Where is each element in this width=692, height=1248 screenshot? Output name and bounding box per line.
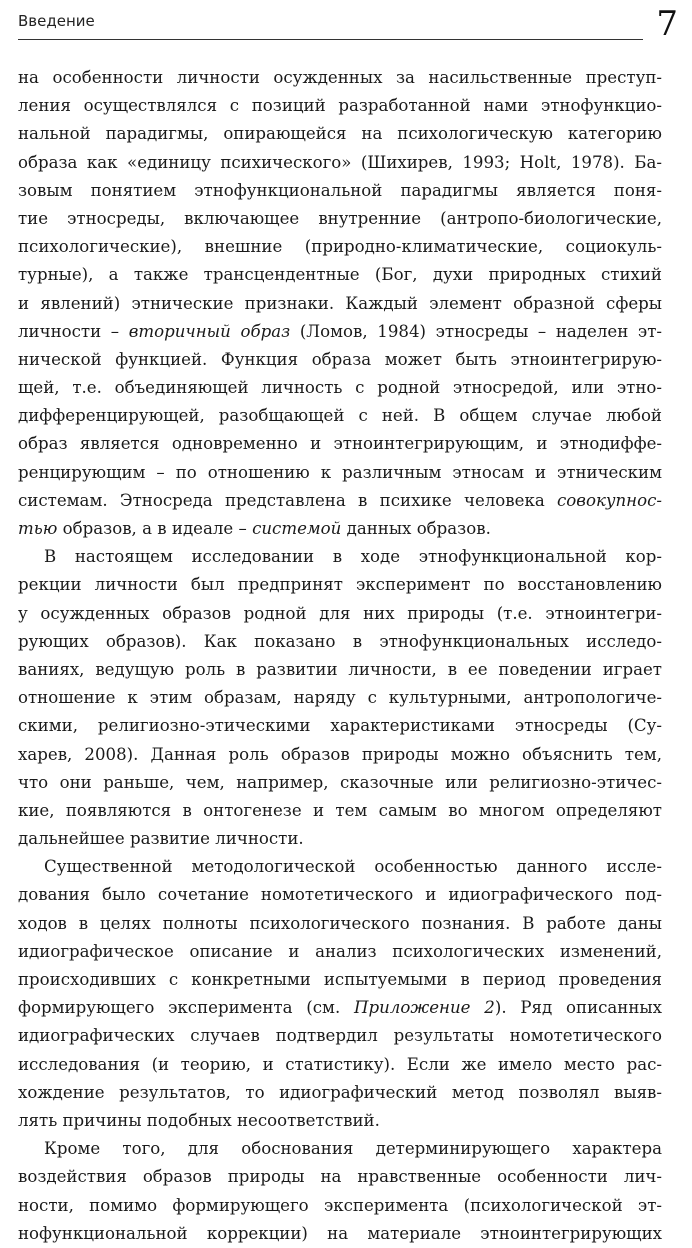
text-line <box>18 374 662 402</box>
text-line <box>18 825 662 853</box>
text-line <box>18 1135 662 1163</box>
text-line <box>18 571 662 599</box>
text-line <box>18 92 662 120</box>
body-text <box>18 64 662 1248</box>
text-line <box>18 966 662 994</box>
text-run: зовым понятием этнофункциональной парадигмы является поня- <box>18 180 662 200</box>
text-run: ). Ряд описанных <box>494 998 662 1018</box>
text-run: у осужденных образов родной для них природы (т.е. этноинтегри- <box>18 603 662 623</box>
text-run: рекции личности был предпринят эксперимент по восстановлению <box>18 575 662 595</box>
text-run: психологические), внешние (природно-климатические, социокуль- <box>18 237 662 257</box>
text-run: личности – <box>18 321 129 341</box>
italic-term: тью <box>18 519 58 538</box>
text-line <box>18 318 662 346</box>
text-line <box>18 1022 662 1050</box>
text-run: лять причины подобных несоответствий. <box>18 1110 380 1130</box>
text-line <box>18 515 662 543</box>
text-line <box>18 628 662 656</box>
text-run: исследования (и теорию, и статистику). Если же имело место рас- <box>18 1054 662 1074</box>
italic-term: совокупнос- <box>557 490 662 510</box>
text-run: нальной парадигмы, опирающейся на психологическую категорию <box>18 124 662 144</box>
text-line <box>18 459 662 487</box>
text-run: рующих образов). Как показано в этнофункциональных исследо- <box>18 631 662 651</box>
text-run: (Ломов, 1984) этносреды – наделен эт- <box>290 321 662 341</box>
text-run: и явлений) этнические признаки. Каждый элемент образной сферы <box>18 293 662 313</box>
text-run: что они раньше, чем, например, сказочные или религиозно-этичес- <box>18 772 662 792</box>
text-line <box>18 487 662 515</box>
text-line <box>18 910 662 938</box>
text-line <box>18 346 662 374</box>
text-line <box>18 1220 662 1248</box>
text-run: нической функцией. Функция образа может быть этноинтегрирую- <box>18 349 662 369</box>
text-run: образ является одновременно и этноинтегрирующим, и этнодиффе- <box>18 434 662 454</box>
text-run: ходов в целях полноты психологического познания. В работе даны <box>18 913 662 933</box>
text-line <box>18 1051 662 1079</box>
text-run: ности, помимо формирующего эксперимента (психологической эт- <box>18 1195 662 1215</box>
text-line <box>18 205 662 233</box>
text-line <box>18 1107 662 1135</box>
text-line <box>18 149 662 177</box>
text-line <box>18 881 662 909</box>
text-run: харев, 2008). Данная роль образов природы можно объяснить тем, <box>18 744 662 764</box>
italic-term: вторичный образ <box>128 321 291 341</box>
text-run: В настоящем исследовании в ходе этнофункциональной кор- <box>44 547 662 567</box>
text-run: образов, а в идеале – <box>57 519 253 538</box>
text-run: системам. Этносреда представлена в психике человека <box>18 490 558 510</box>
text-line <box>18 1192 662 1220</box>
text-run: дования было сочетание номотетического и идиографического под- <box>18 885 662 905</box>
text-run: нофункциональной коррекции) на материале этноинтегрирующих <box>18 1223 662 1243</box>
text-line <box>18 797 662 825</box>
text-run: Кроме того, для обоснования детерминирующего характера <box>44 1139 662 1159</box>
text-run: ваниях, ведущую роль в развитии личности, в ее поведении играет <box>18 659 662 679</box>
text-line <box>18 853 662 881</box>
text-run: тие этносреды, включающее внутренние (антропо-биологические, <box>18 208 662 228</box>
text-line <box>18 1163 662 1191</box>
text-line <box>18 402 662 430</box>
text-line <box>18 994 662 1022</box>
text-line <box>18 64 662 92</box>
text-run: скими, религиозно-этическими характеристиками этносреды (Су- <box>18 716 662 736</box>
text-run: на особенности личности осужденных за насильственные преступ- <box>18 68 662 87</box>
text-line <box>18 1079 662 1107</box>
text-run: дифференцирующей, разобщающей с ней. В общем случае любой <box>18 406 662 426</box>
text-run: дальнейшее развитие личности. <box>18 829 304 849</box>
page-number: 7 <box>656 4 678 44</box>
text-run: ренцирующим – по отношению к различным этносам и этническим <box>18 462 662 482</box>
text-line <box>18 656 662 684</box>
text-run: идиографических случаев подтвердил результаты номотетического <box>18 1026 662 1046</box>
text-run: турные), а также трансцендентные (Бог, духи природных стихий <box>18 265 662 285</box>
text-run: щей, т.е. объединяющей личность с родной этносредой, или этно- <box>18 378 662 398</box>
page-header <box>18 6 678 46</box>
italic-term: Приложение 2 <box>354 998 495 1018</box>
text-run: отношение к этим образам, наряду с культурными, антропологиче- <box>18 688 662 708</box>
text-run: воздействия образов природы на нравственные особенности лич- <box>18 1167 662 1187</box>
text-run: данных образов. <box>341 519 491 538</box>
text-run: кие, появляются в онтогенезе и тем самым во многом определяют <box>18 800 662 820</box>
text-line <box>18 177 662 205</box>
text-line <box>18 430 662 458</box>
text-line <box>18 543 662 571</box>
text-run: ления осуществлялся с позиций разработанной нами этнофункцио- <box>18 96 662 116</box>
text-run: Существенной методологической особенностью данного иссле- <box>44 857 662 877</box>
text-line <box>18 290 662 318</box>
running-head: Введение <box>18 12 95 30</box>
text-run: происходивших с конкретными испытуемыми в период проведения <box>18 970 662 989</box>
text-line <box>18 120 662 148</box>
text-run: идиографическое описание и анализ психологических изменений, <box>18 941 662 961</box>
text-run: хождение результатов, то идиографический метод позволял выяв- <box>18 1082 662 1102</box>
header-rule <box>18 39 643 40</box>
text-line <box>18 741 662 769</box>
text-line <box>18 684 662 712</box>
text-run: формирующего эксперимента (см. <box>18 998 355 1018</box>
text-line <box>18 938 662 966</box>
text-line <box>18 600 662 628</box>
text-line <box>18 261 662 289</box>
italic-term: системой <box>252 519 342 538</box>
text-run: образа как «единицу психического» (Шихирев, 1993; Holt, 1978). Ба- <box>18 152 662 172</box>
text-line <box>18 712 662 740</box>
text-line <box>18 233 662 261</box>
text-line <box>18 769 662 797</box>
